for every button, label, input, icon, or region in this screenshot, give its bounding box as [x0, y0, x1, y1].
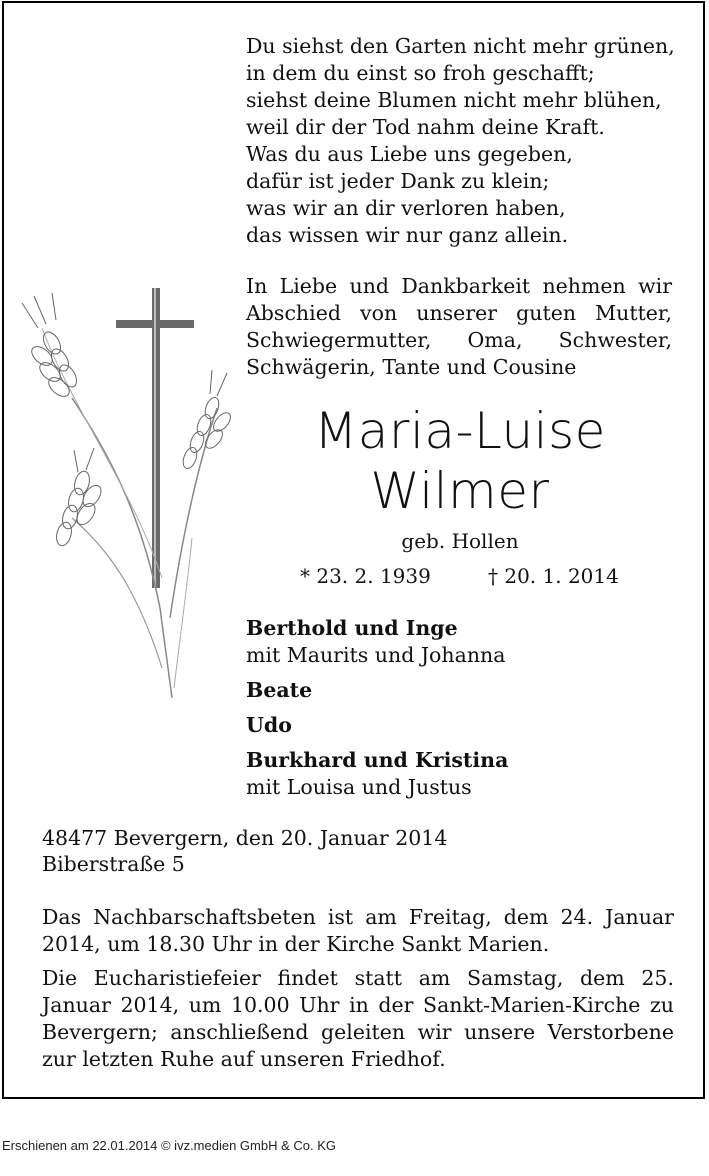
mourner-sub: mit Maurits und Johanna — [246, 643, 506, 667]
deceased-name — [246, 401, 674, 521]
poem-line: siehst deine Blumen nicht mehr blühen, — [246, 88, 662, 112]
poem — [246, 33, 674, 249]
list-item — [246, 677, 674, 704]
address-line: 48477 Bevergern, den 20. Januar 2014 — [42, 826, 448, 850]
deceased-last-name: Wilmer — [370, 462, 550, 520]
poem-line: das wissen wir nur ganz allein. — [246, 223, 569, 247]
mourner-name: Beate — [246, 678, 313, 702]
poem-line: was wir an dir verloren haben, — [246, 196, 566, 220]
poem-line: Du siehst den Garten nicht mehr grünen, — [246, 34, 675, 58]
deceased-first-name: Maria-Luise — [314, 402, 606, 460]
birth-date: * 23. 2. 1939 — [300, 564, 431, 588]
mourners-list — [246, 615, 674, 809]
mourner-name: Udo — [246, 713, 292, 737]
poem-line: in dem du einst so froh geschafft; — [246, 61, 595, 85]
mourner-sub: mit Louisa und Justus — [246, 775, 472, 799]
address-block — [42, 825, 447, 877]
poem-line: Was du aus Liebe uns gegeben, — [246, 142, 573, 166]
list-item — [246, 712, 674, 739]
maiden-name: geb. Hollen — [401, 529, 519, 553]
death-date: † 20. 1. 2014 — [488, 564, 619, 588]
intro-text: In Liebe und Dankbarkeit nehmen wir Abschied von unserer guten Mutter, Schwiegermutter, Oma, Schwester, Schwägerin, Tante und Cousine — [246, 274, 672, 379]
poem-line: dafür ist jeder Dank zu klein; — [246, 169, 550, 193]
address-line: Biberstraße 5 — [42, 852, 185, 876]
poem-line: weil dir der Tod nahm deine Kraft. — [246, 115, 605, 139]
obituary-notice — [2, 1, 705, 1099]
list-item — [246, 615, 674, 669]
list-item — [246, 747, 674, 801]
mourner-name: Burkhard und Kristina — [246, 748, 509, 772]
funeral-info: Die Eucharistiefeier findet statt am Samstag, dem 25. Januar 2014, um 10.00 Uhr in der Sankt-Marien-Kirche zu Bevergern; anschließend geleiten wir unsere Verstorbene zur letzten Ruhe auf unseren Friedhof. — [42, 966, 674, 1071]
publication-footer: Erschienen am 22.01.2014 © ivz.medien GmbH & Co. KG — [2, 1138, 337, 1153]
prayer-info: Das Nachbarschaftsbeten ist am Freitag, dem 24. Januar 2014, um 18.30 Uhr in der Kirche Sankt Marien. — [42, 905, 674, 956]
cross-with-wheat-icon — [12, 288, 238, 698]
mourner-name: Berthold und Inge — [246, 616, 458, 640]
